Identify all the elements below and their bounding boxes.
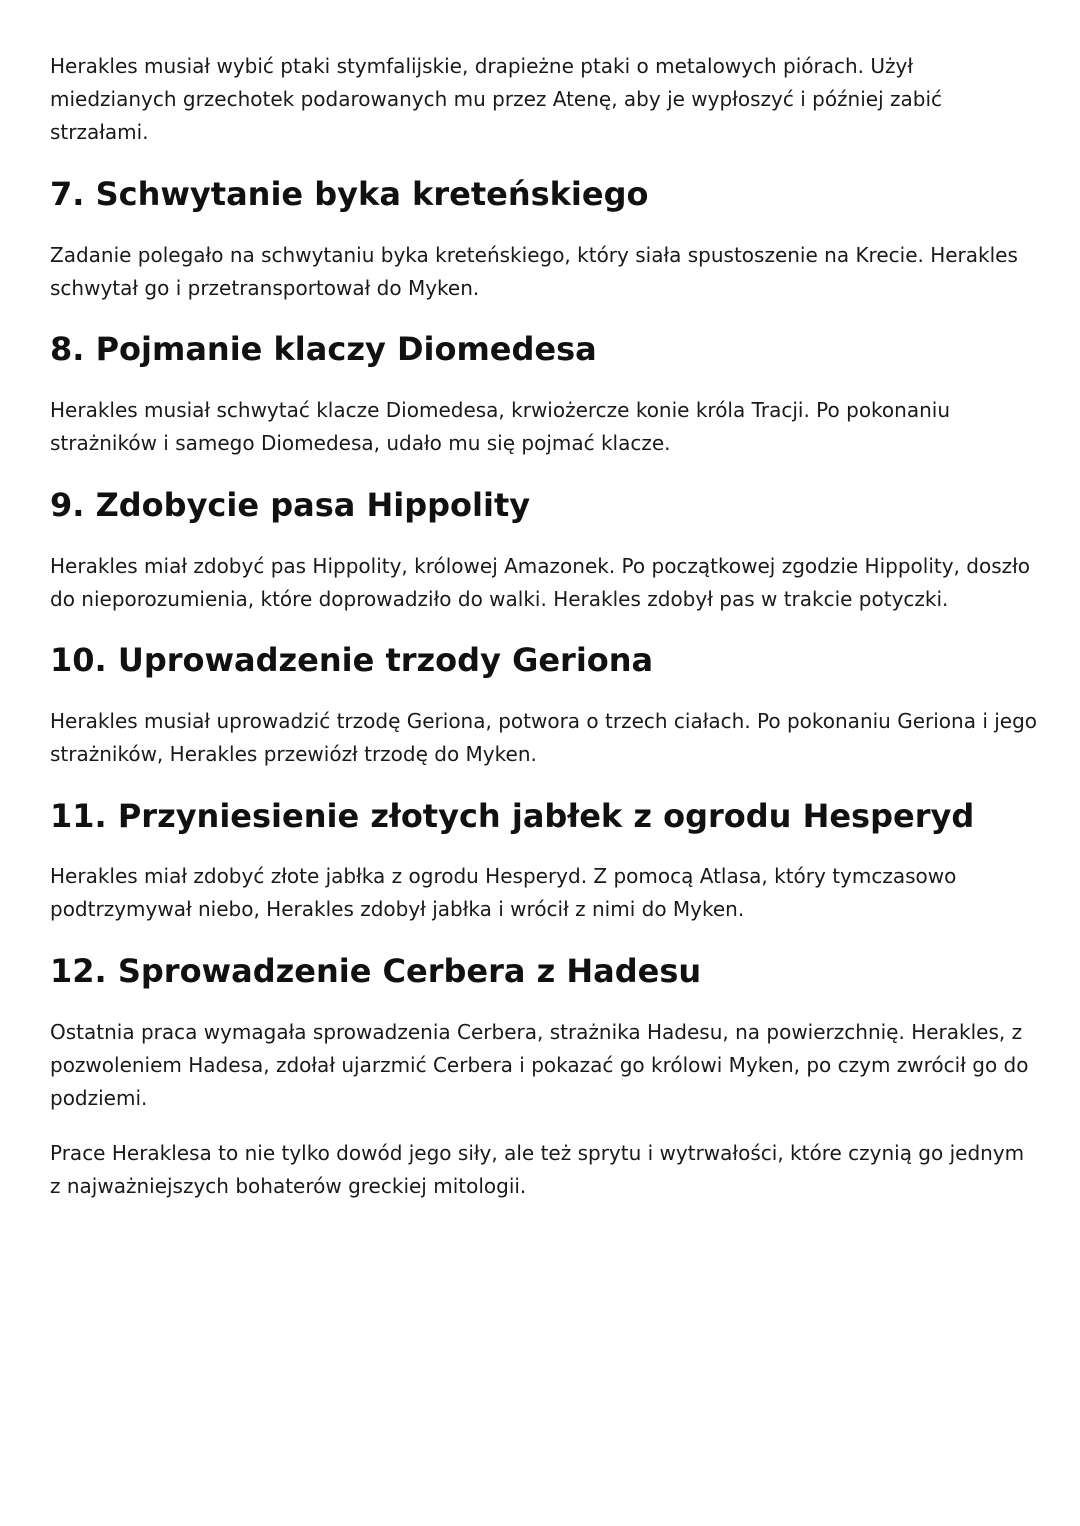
section-heading: 9. Zdobycie pasa Hippolity	[50, 486, 531, 524]
section-paragraph: Zadanie polegało na schwytaniu byka kreteńskiego, który siała spustoszenie na Krecie. Herakles schwytał go i przetransportował do Myken.	[50, 243, 1018, 300]
section-paragraph: Herakles musiał schwytać klacze Diomedesa, krwiożercze konie króla Tracji. Po pokonaniu strażników i samego Diomedesa, udało mu się pojmać klacze.	[50, 398, 950, 455]
conclusion-paragraph: Prace Heraklesa to nie tylko dowód jego siły, ale też sprytu i wytrwałości, które czynią go jednym z najważniejszych bohaterów greckiej mitologii.	[50, 1141, 1025, 1198]
intro-paragraph: Herakles musiał wybić ptaki stymfalijskie, drapieżne ptaki o metalowych piórach. Użył miedzianych grzechotek podarowanych mu przez Atenę, aby je wypłoszyć i później zabić strzałami.	[50, 54, 943, 144]
section-heading: 10. Uprowadzenie trzody Geriona	[50, 641, 654, 679]
section-heading: 8. Pojmanie klaczy Diomedesa	[50, 330, 597, 368]
section-paragraph: Herakles miał zdobyć pas Hippolity, królowej Amazonek. Po początkowej zgodzie Hippolity, doszło do nieporozumienia, które doprowadziło do walki. Herakles zdobył pas w trakcie potyczki.	[50, 554, 1031, 611]
section-heading: 12. Sprowadzenie Cerbera z Hadesu	[50, 952, 702, 990]
section-paragraph: Ostatnia praca wymagała sprowadzenia Cerbera, strażnika Hadesu, na powierzchnię. Herakles, z pozwoleniem Hadesa, zdołał ujarzmić Cerbera i pokazać go królowi Myken, po czym zwrócił go do podziemi.	[50, 1020, 1029, 1110]
section-paragraph: Herakles miał zdobyć złote jabłka z ogrodu Hesperyd. Z pomocą Atlasa, który tymczasowo podtrzymywał niebo, Herakles zdobył jabłka i wrócił z nimi do Myken.	[50, 864, 957, 921]
section-paragraph: Herakles musiał uprowadzić trzodę Geriona, potwora o trzech ciałach. Po pokonaniu Geriona i jego strażników, Herakles przewiózł trzodę do Myken.	[50, 709, 1038, 766]
section-heading: 7. Schwytanie byka kreteńskiego	[50, 175, 649, 213]
section-heading: 11. Przyniesienie złotych jabłek z ogrodu Hesperyd	[50, 797, 975, 835]
